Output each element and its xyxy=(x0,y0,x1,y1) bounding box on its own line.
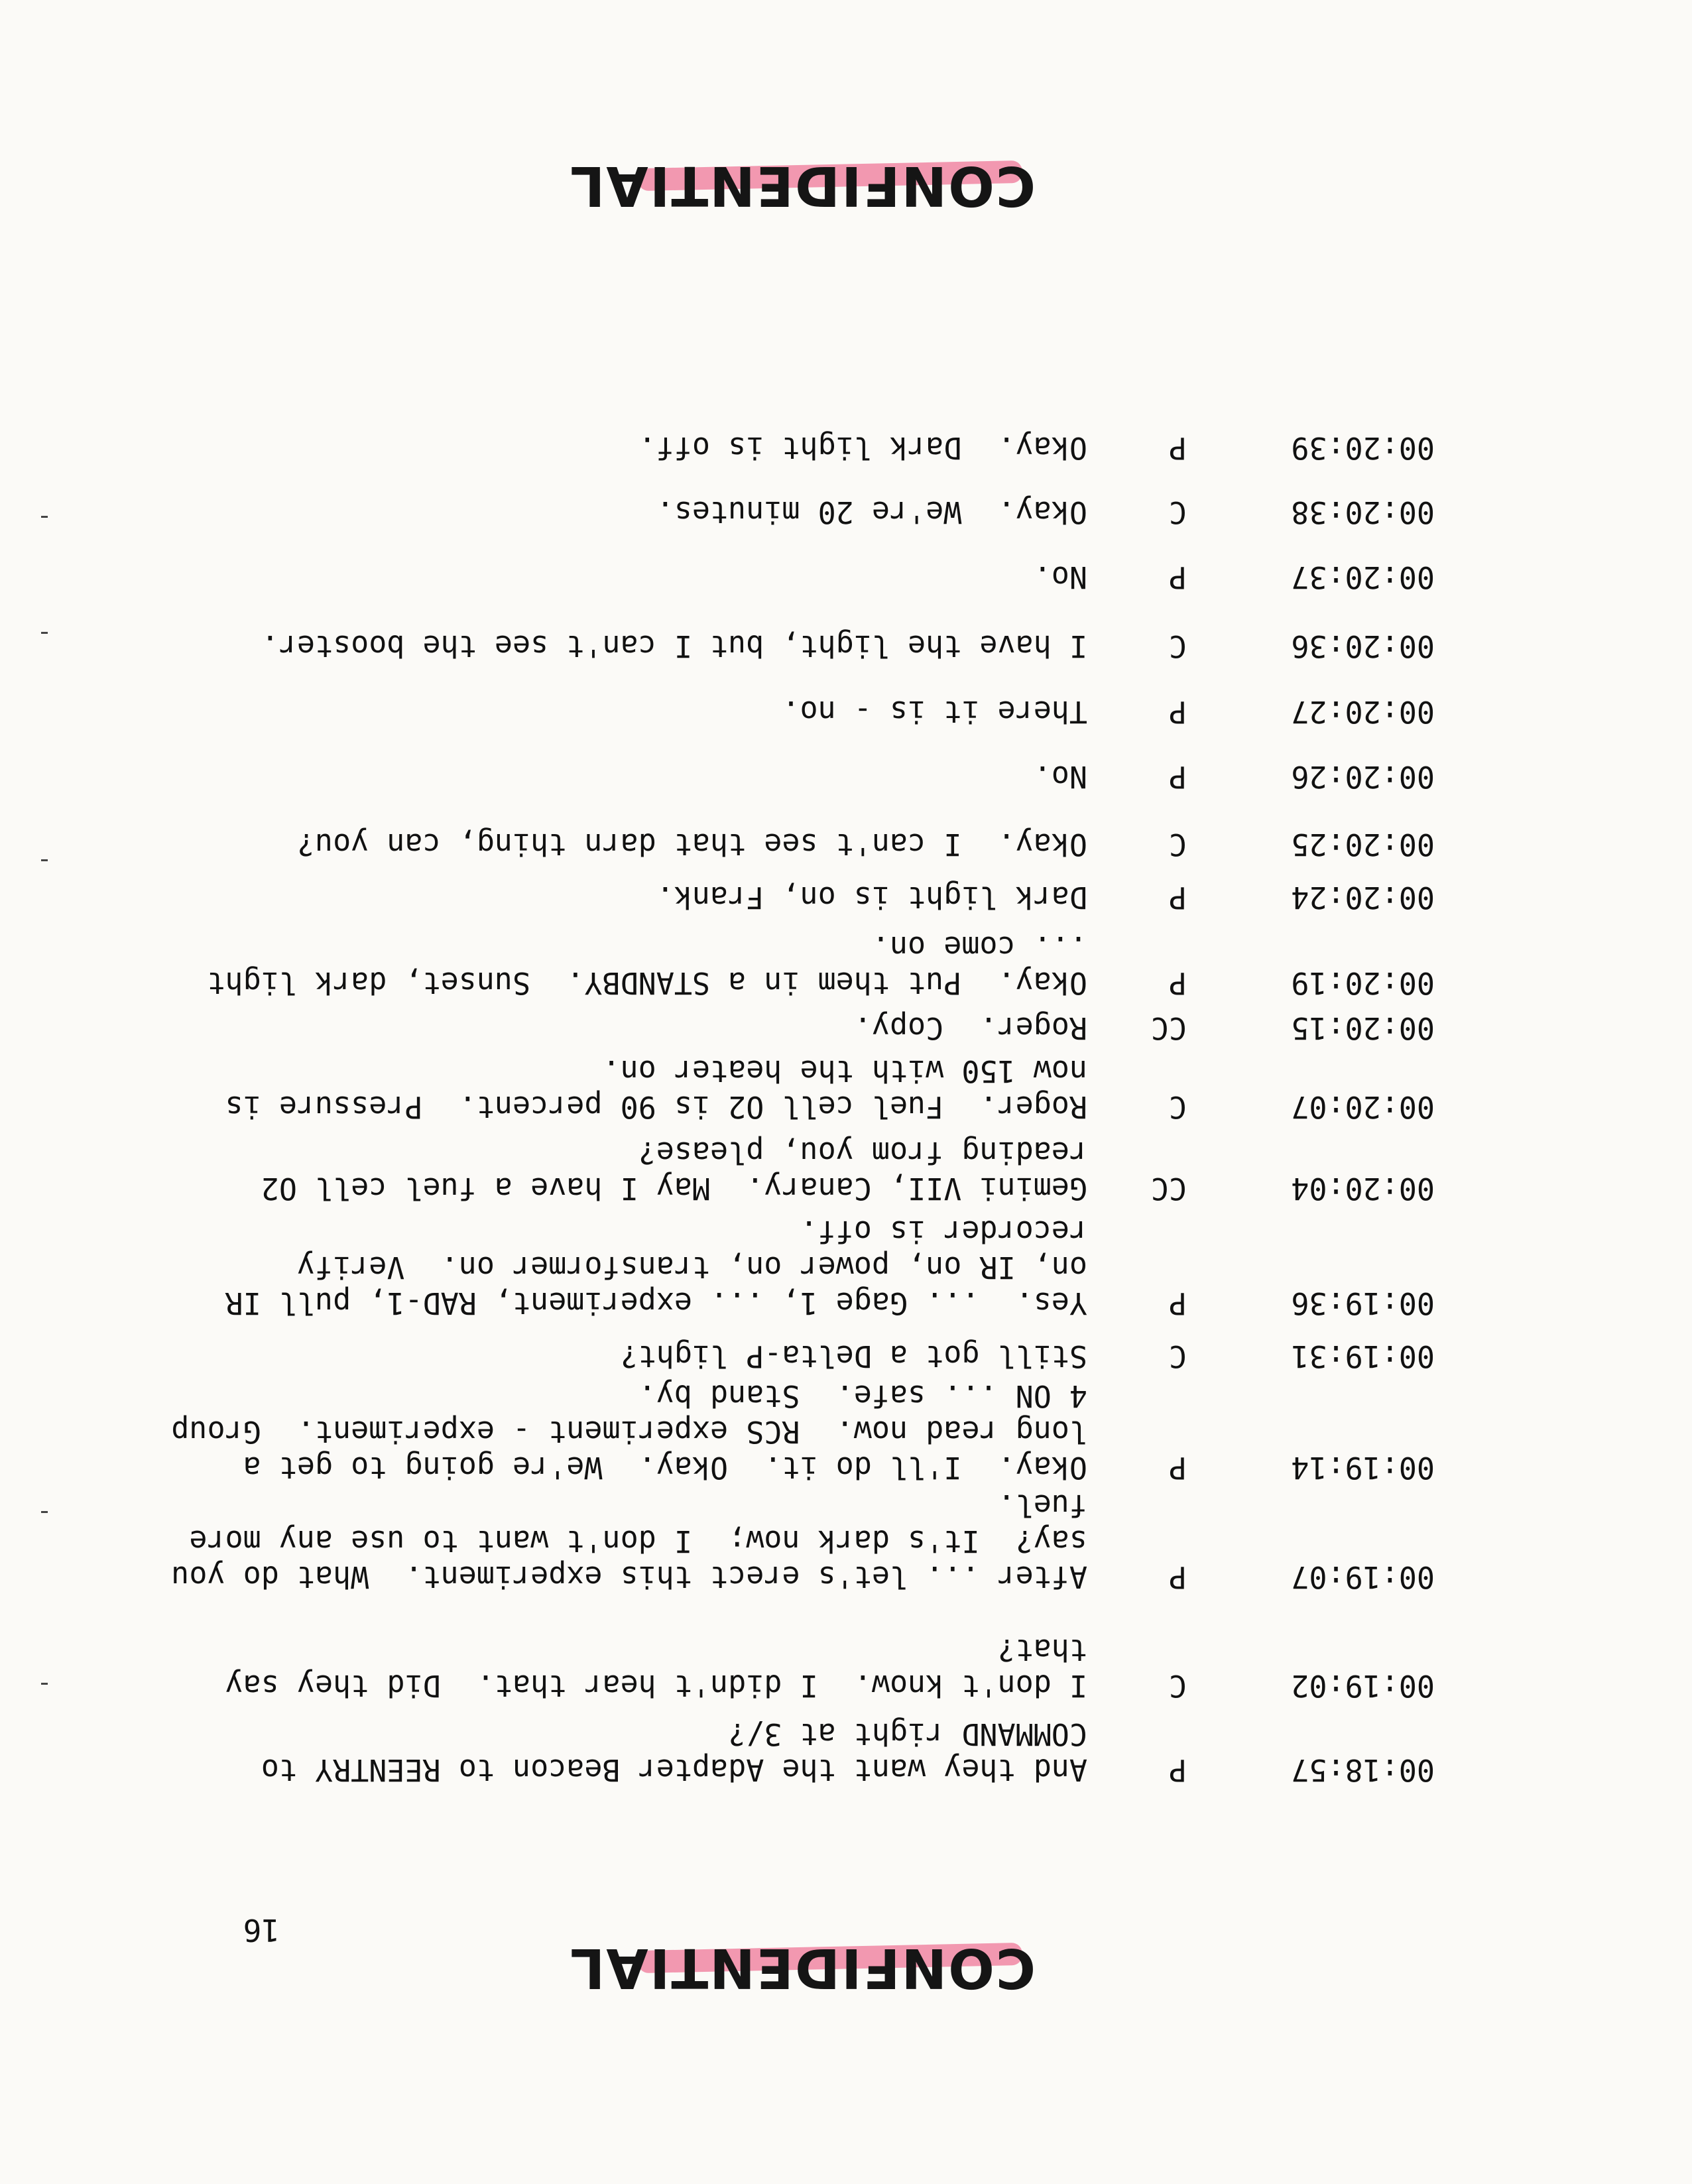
entry-text-line: on, IR on, power on, transformer on. Verify xyxy=(296,1250,1087,1285)
entry-text xyxy=(225,559,1087,595)
confidential-stamp-top xyxy=(569,1931,1036,2004)
entry-time: 00:20:19 xyxy=(1291,965,1435,1001)
entry-text-line: No. xyxy=(1033,560,1087,595)
entry-speaker: C xyxy=(1168,629,1187,664)
entry-time: 00:20:37 xyxy=(1291,560,1435,595)
entry-text xyxy=(207,929,1087,1001)
entry-text-line: say? It's dark now; I don't want to use any more xyxy=(189,1524,1087,1559)
entry-time: 00:19:31 xyxy=(1291,1339,1435,1374)
stamp-text: CONFIDENTIAL xyxy=(569,154,1036,217)
entry-text-line: now 150 with the heater on. xyxy=(602,1054,1087,1089)
entry-text xyxy=(225,826,1087,862)
entry-time: 00:20:38 xyxy=(1291,495,1435,530)
entry-text-line: Okay. I can't see that darn thing, can you? xyxy=(296,827,1087,862)
entry-time: 00:19:02 xyxy=(1291,1668,1435,1703)
entry-time: 00:20:27 xyxy=(1291,694,1435,729)
entry-text-line: recorder is off. xyxy=(800,1214,1087,1249)
entry-text-line: Roger. Copy. xyxy=(853,1010,1087,1046)
entry-text xyxy=(225,879,1087,915)
entry-text-line: I don't know. I didn't hear that. Did they say xyxy=(225,1668,1087,1703)
entry-text xyxy=(225,1213,1087,1321)
entry-text xyxy=(225,694,1087,729)
entry-text xyxy=(225,430,1087,465)
entry-text-line: Okay. Dark light is off. xyxy=(638,430,1087,465)
entry-speaker: P xyxy=(1168,694,1187,729)
entry-speaker: P xyxy=(1168,1559,1187,1595)
entry-time: 00:19:36 xyxy=(1291,1286,1435,1321)
entry-speaker: C xyxy=(1168,1339,1187,1374)
entry-text xyxy=(225,1632,1087,1703)
entry-text-line: 4 ON ... safe. Stand by. xyxy=(638,1378,1087,1414)
entry-speaker: CC xyxy=(1150,1010,1187,1046)
entry-text-line: I have the light, but I can't see the booster. xyxy=(261,629,1087,664)
entry-text-line: Okay. Put them in a STANDBY. Sunset, dark light xyxy=(207,965,1087,1001)
entry-text-line: Okay. I'll do it. Okay. We're going to get a xyxy=(243,1450,1087,1485)
entry-text-line: There it is - no. xyxy=(782,694,1087,729)
entry-text-line: And they want the Adapter Beacon to REENTRY to xyxy=(261,1752,1087,1788)
entry-text-line: Gemini VII, Canary. May I have a fuel cell O2 xyxy=(261,1171,1087,1206)
entry-speaker: P xyxy=(1168,560,1187,595)
entry-text-line: Dark light is on, Frank. xyxy=(656,880,1087,915)
entry-time: 00:20:07 xyxy=(1291,1089,1435,1124)
entry-time: 00:18:57 xyxy=(1291,1752,1435,1788)
entry-speaker: C xyxy=(1168,1668,1187,1703)
entry-text-line: fuel. xyxy=(997,1488,1087,1523)
entry-speaker: P xyxy=(1168,759,1187,794)
entry-text xyxy=(225,1053,1087,1124)
entry-text-line: Yes. ... Gage 1, ... experiment, RAD-1, pull IR xyxy=(225,1286,1087,1321)
entry-speaker: C xyxy=(1168,1089,1187,1124)
entry-text-line: Okay. We're 20 minutes. xyxy=(656,495,1087,530)
entry-time: 00:19:14 xyxy=(1291,1450,1435,1485)
entry-time: 00:19:07 xyxy=(1291,1559,1435,1595)
entry-time: 00:20:36 xyxy=(1291,629,1435,664)
entry-text-line: that? xyxy=(997,1632,1087,1668)
entry-time: 00:20:15 xyxy=(1291,1010,1435,1046)
entry-speaker: C xyxy=(1168,495,1187,530)
entry-time: 00:20:39 xyxy=(1291,430,1435,465)
entry-text xyxy=(225,494,1087,530)
entry-text xyxy=(225,1716,1087,1788)
entry-speaker: P xyxy=(1168,965,1187,1001)
margin-mark xyxy=(41,1683,48,1685)
entry-text-line: COMMAND right at 3/? xyxy=(728,1717,1087,1752)
margin-mark xyxy=(41,1511,48,1513)
entry-text-line: Roger. Fuel cell O2 is 90 percent. Pressure is xyxy=(225,1089,1087,1124)
entry-speaker: P xyxy=(1168,1450,1187,1485)
entry-speaker: P xyxy=(1168,880,1187,915)
page-number: 16 xyxy=(243,1912,280,1948)
margin-mark xyxy=(41,632,48,634)
stamp-text: CONFIDENTIAL xyxy=(569,1936,1036,1999)
entry-time: 00:20:26 xyxy=(1291,759,1435,794)
entry-speaker: C xyxy=(1168,827,1187,862)
entry-time: 00:20:04 xyxy=(1291,1171,1435,1206)
entry-text xyxy=(225,758,1087,794)
entry-text xyxy=(225,628,1087,664)
entry-text xyxy=(171,1378,1087,1485)
entry-text-line: ... come on. xyxy=(871,930,1087,965)
entry-text-line: reading from you, please? xyxy=(638,1135,1087,1170)
entry-speaker: P xyxy=(1168,1752,1187,1788)
entry-text xyxy=(225,1134,1087,1206)
entry-text xyxy=(171,1487,1087,1595)
entry-speaker: CC xyxy=(1150,1171,1187,1206)
entry-time: 00:20:24 xyxy=(1291,880,1435,915)
entry-text-line: Still got a Delta-P light? xyxy=(620,1339,1087,1374)
entry-speaker: P xyxy=(1168,430,1187,465)
entry-text xyxy=(225,1338,1087,1374)
entry-text-line: After ... let's erect this experiment. What do you xyxy=(171,1559,1087,1595)
entry-text-line: No. xyxy=(1033,759,1087,794)
margin-mark xyxy=(41,516,48,518)
margin-mark xyxy=(41,859,48,861)
entry-time: 00:20:25 xyxy=(1291,827,1435,862)
confidential-stamp-bottom xyxy=(569,149,1036,221)
entry-text-line: long read now. RCS experiment - experiment. Group xyxy=(171,1414,1087,1449)
entry-text xyxy=(225,1010,1087,1046)
entry-speaker: P xyxy=(1168,1286,1187,1321)
